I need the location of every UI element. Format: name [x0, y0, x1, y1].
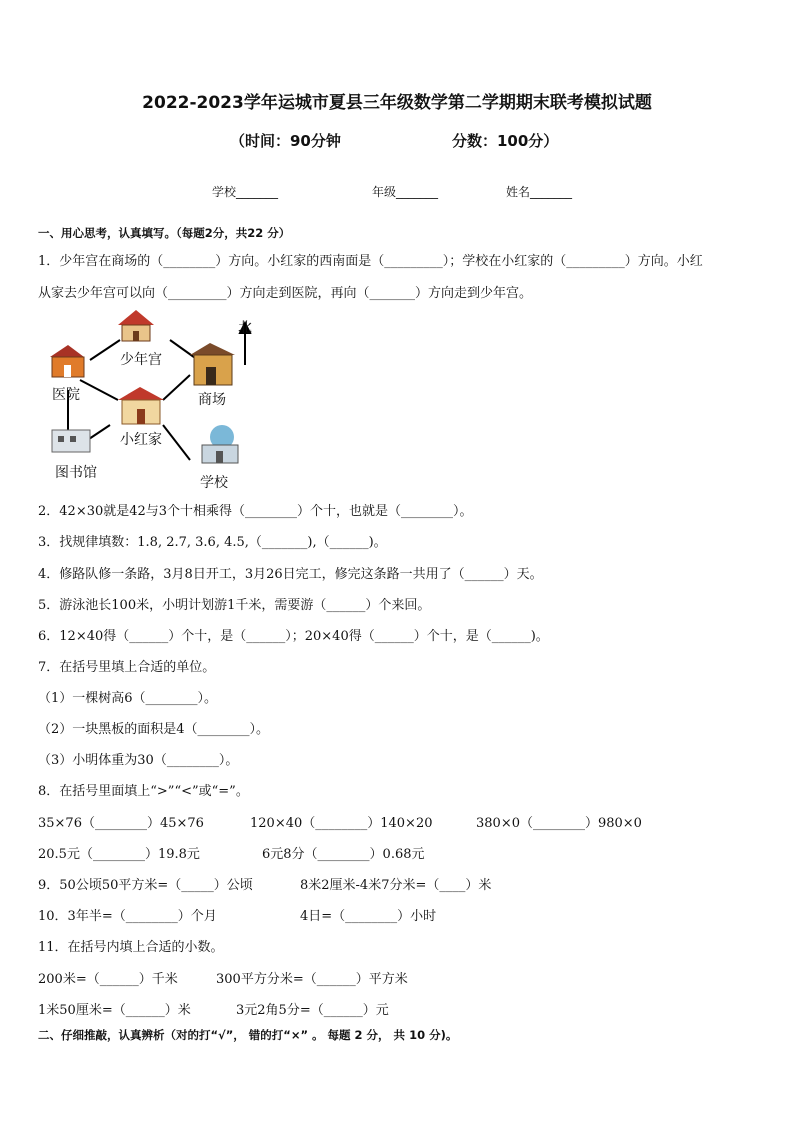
exam-time: （时间：90分钟	[230, 132, 341, 150]
home-icon	[118, 387, 164, 424]
question-11-row2-b: 3元2角5分=（______）元	[236, 1003, 389, 1018]
question-8-row1-a: 35×76（________）45×76	[38, 816, 204, 831]
question-8-row2-a: 20.5元（________）19.8元	[38, 847, 200, 862]
question-9-b: 8米2厘米-4米7分米=（____）米	[300, 878, 492, 893]
question-11-row1-a: 200米=（______）千米	[38, 972, 178, 987]
youth-palace-label: 少年宫	[120, 352, 162, 368]
grade-field: 年级_______	[372, 185, 439, 199]
question-8-row2-b: 6元8分（________）0.68元	[262, 847, 425, 862]
question-6: 6．12×40得（______）个十，是（______）；20×40得（______）个十，是（______)。	[38, 629, 549, 644]
library-icon	[52, 430, 90, 452]
question-2: 2．42×30就是42与3个十相乘得（________）个十，也就是（________）。	[38, 504, 473, 519]
question-10-b: 4日=（________）小时	[300, 909, 437, 924]
question-8: 8．在括号里面填上“>”“<”或“=”。	[38, 784, 249, 799]
mall-icon	[190, 343, 235, 385]
exam-score: 分数：100分）	[452, 132, 559, 150]
question-1-line1: 1．少年宫在商场的（________）方向。小红家的西南面是（_________）；学校在小红家的（_________）方向。小红	[38, 254, 703, 269]
page-title: 2022-2023学年运城市夏县三年级数学第二学期期末联考模拟试题	[142, 93, 652, 113]
section1-heading: 一、用心思考，认真填写。（每题2分，共22 分）	[38, 226, 291, 240]
school-label: 学校	[200, 475, 228, 491]
question-11: 11．在括号内填上合适的小数。	[38, 940, 224, 955]
question-8-row1-c: 380×0（________）980×0	[476, 816, 642, 831]
school-field: 学校_______	[212, 185, 279, 199]
question-11-row2-a: 1米50厘米=（______）米	[38, 1003, 191, 1018]
hospital-label: 医院	[52, 387, 80, 403]
question-1-line2: 从家去少年宫可以向（_________）方向走到医院，再向（_______）方向走到少年宫。	[38, 286, 533, 301]
question-7: 7．在括号里填上合适的单位。	[38, 660, 216, 675]
question-4: 4．修路队修一条路，3月8日开工，3月26日完工，修完这条路一共用了（______）天。	[38, 567, 543, 582]
question-8-row1-b: 120×40（________）140×20	[250, 816, 433, 831]
xiaohong-home-label: 小红家	[120, 432, 162, 448]
direction-map	[40, 305, 300, 495]
question-5: 5．游泳池长100米，小明计划游1千米，需要游（______）个来回。	[38, 598, 431, 613]
question-7-3: （3）小明体重为30（________）。	[38, 753, 239, 768]
hospital-icon	[50, 345, 84, 377]
question-7-1: （1）一棵树高6（________）。	[38, 691, 218, 706]
question-3: 3．找规律填数：1.8, 2.7, 3.6, 4.5,（_______),（______)。	[38, 535, 387, 550]
question-7-2: （2）一块黑板的面积是4（________）。	[38, 722, 270, 737]
question-9-a: 9．50公顷50平方米=（_____）公顷	[38, 878, 253, 893]
library-label: 图书馆	[55, 465, 97, 481]
school-icon	[202, 425, 238, 463]
north-label: 北	[238, 320, 252, 336]
question-10-a: 10．3年半=（________）个月	[38, 909, 217, 924]
mall-label: 商场	[198, 392, 226, 408]
house-icon	[118, 310, 154, 341]
name-field: 姓名_______	[506, 185, 573, 199]
question-11-row1-b: 300平方分米=（______）平方米	[216, 972, 408, 987]
section2-heading: 二、仔细推敲，认真辨析（对的打“√”， 错的打“×” 。 每题 2 分， 共 10 分)。	[38, 1028, 458, 1042]
